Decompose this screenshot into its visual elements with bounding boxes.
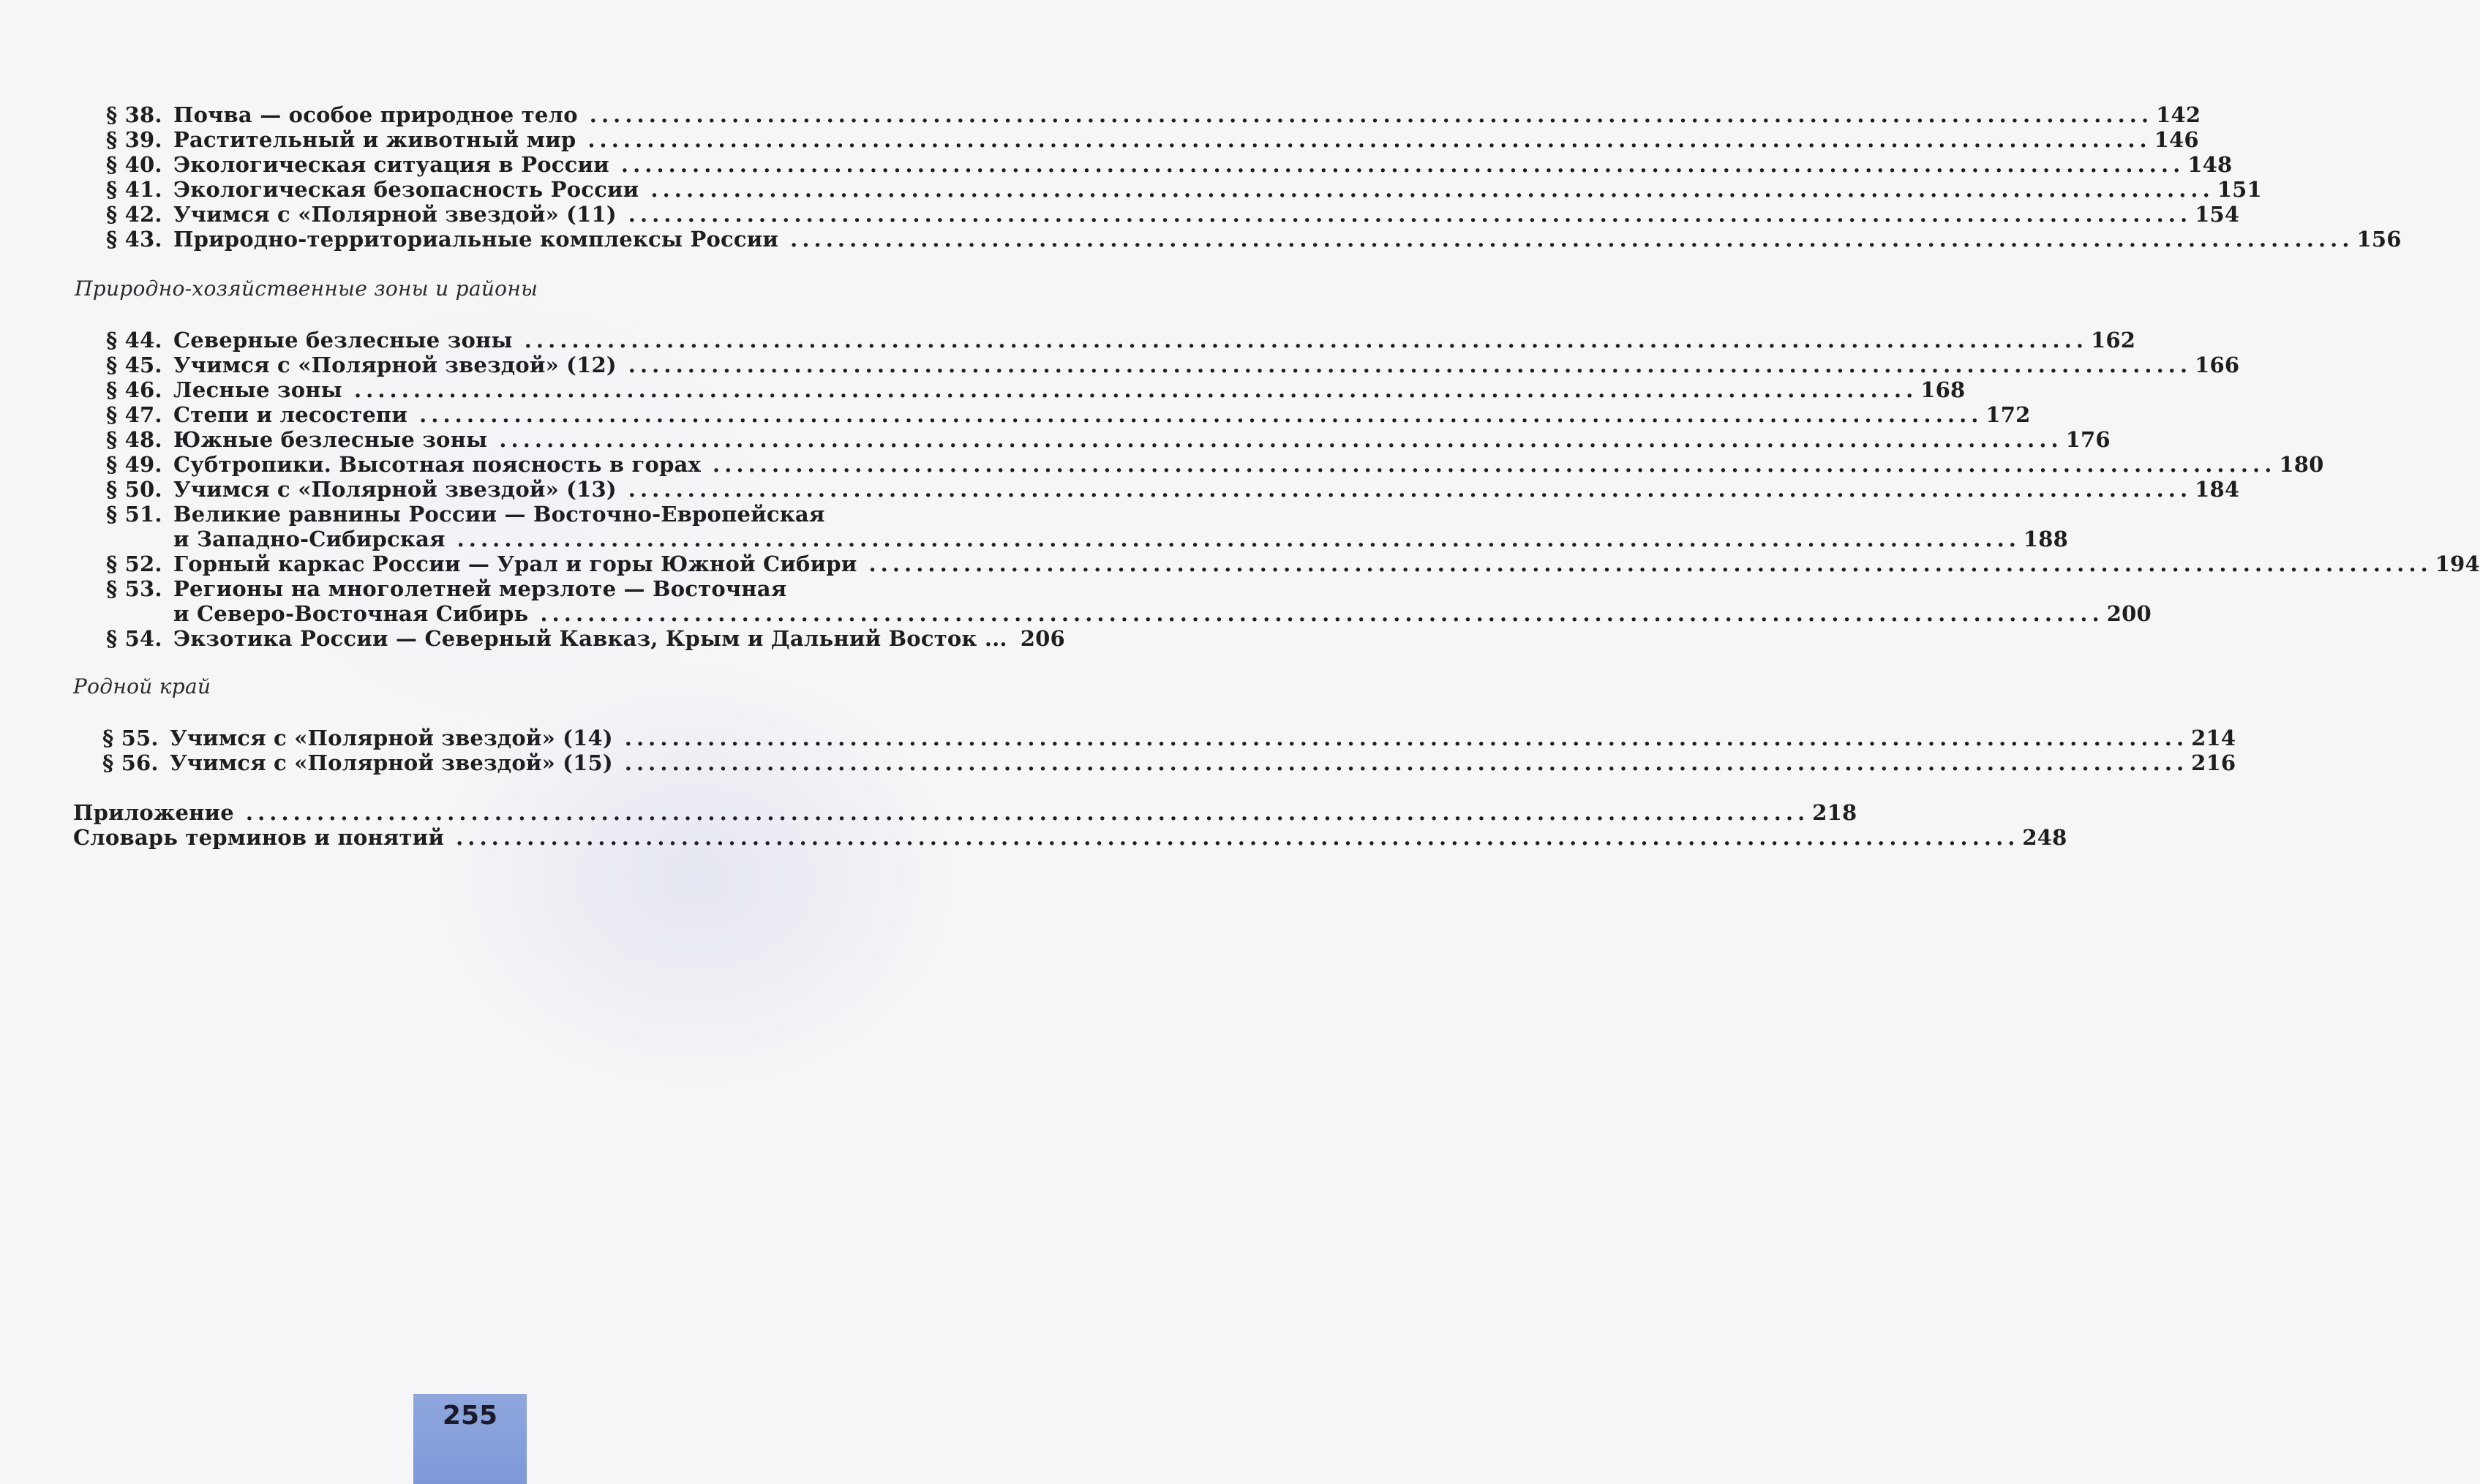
toc-entry-49[interactable] [106, 452, 2324, 477]
dot-leader [628, 202, 2186, 227]
toc-entry-39[interactable] [106, 127, 2199, 152]
toc-entry-43[interactable] [106, 227, 2402, 252]
page-ref: 194 [2435, 551, 2480, 576]
dot-leader [540, 601, 2097, 626]
dot-leader [587, 127, 2145, 152]
section-number: § 41. [106, 177, 162, 202]
section-title: Учимся с «Полярной звездой» (12) [173, 353, 617, 377]
toc-entry-46[interactable] [106, 377, 1966, 402]
page-ref: 162 [2091, 328, 2136, 353]
dot-leader [590, 102, 2147, 127]
toc-entry-51[interactable] [106, 502, 2069, 551]
section-title: Почва — особое природное тело [173, 102, 578, 127]
section-title: Экзотика России — Северный Кавказ, Крым и Дальний Восток ... [173, 626, 1007, 651]
toc-entry-41[interactable] [106, 177, 2262, 202]
section-title: Учимся с «Полярной звездой» (15) [170, 750, 613, 775]
section-title: Учимся с «Полярной звездой» (11) [173, 202, 617, 227]
section-number: § 43. [106, 227, 162, 252]
toc-entry-44[interactable] [106, 328, 2136, 353]
page-ref: 214 [2191, 726, 2236, 750]
page-ref: 168 [1920, 377, 1966, 402]
dot-leader [790, 227, 2348, 252]
page-ref: 151 [2217, 177, 2262, 202]
section-title: Северные безлесные зоны [173, 328, 513, 353]
section-number: § 49. [106, 452, 162, 477]
page-ref: 184 [2195, 477, 2240, 502]
section-title: Растительный и животный мир [173, 127, 576, 152]
dot-leader [354, 377, 1912, 402]
section-title-line1: Регионы на многолетней мерзлоте — Восточная [173, 576, 787, 601]
section-title: Лесные зоны [173, 377, 342, 402]
section-number: § 54. [106, 626, 162, 651]
dot-leader [868, 551, 2426, 576]
page-ref: 188 [2023, 527, 2069, 551]
section-number: § 38. [106, 102, 162, 127]
section-title: Горный каркас России — Урал и горы Южной Сибири [173, 551, 857, 576]
dot-leader [499, 427, 2056, 452]
page-ref: 218 [1812, 800, 1857, 825]
section-number: § 42. [106, 202, 162, 227]
section-number: § 48. [106, 427, 162, 452]
page-ref: 248 [2022, 825, 2067, 850]
toc-entry-54[interactable] [106, 626, 1065, 651]
section-number: § 39. [106, 127, 162, 152]
section-heading-zones: Природно-хозяйственные зоны и районы [75, 276, 538, 301]
section-title: Южные безлесные зоны [173, 427, 488, 452]
section-title: Природно-территориальные комплексы России [173, 227, 779, 252]
toc-entry-appendix[interactable] [73, 800, 1857, 825]
page-ref: 146 [2154, 127, 2199, 152]
page-ref: 200 [2106, 601, 2152, 626]
section-title-line2: и Западно-Сибирская [173, 527, 446, 551]
dot-leader [246, 800, 1803, 825]
glossary-title: Словарь терминов и понятий [73, 825, 445, 850]
toc-entry-56[interactable] [102, 750, 2236, 775]
section-number: § 45. [106, 353, 162, 377]
dot-leader [456, 825, 2013, 850]
section-title: Субтропики. Высотная поясность в горах [173, 452, 701, 477]
dot-leader [457, 527, 2015, 551]
dot-leader [625, 726, 2182, 750]
page-ref: 142 [2156, 102, 2201, 127]
page-ref: 180 [2279, 452, 2324, 477]
toc-entry-47[interactable] [106, 402, 2031, 427]
page-ref: 206 [1020, 626, 1065, 651]
section-number: § 47. [106, 402, 162, 427]
section-number: § 51. [106, 502, 162, 527]
dot-leader [625, 750, 2182, 775]
section-number: § 40. [106, 152, 162, 177]
section-title: Степи и лесостепи [173, 402, 408, 427]
toc-entry-52[interactable] [106, 551, 2480, 576]
toc-entry-45[interactable] [106, 353, 2240, 377]
section-title: Экологическая безопасность России [173, 177, 639, 202]
page-number: 255 [442, 1401, 498, 1431]
page-ref: 166 [2195, 353, 2240, 377]
toc-entry-38[interactable] [106, 102, 2201, 127]
section-number: § 52. [106, 551, 162, 576]
toc-entry-40[interactable] [106, 152, 2233, 177]
dot-leader [713, 452, 2270, 477]
page-ref: 172 [1985, 402, 2031, 427]
toc-entry-50[interactable] [106, 477, 2240, 502]
toc-entry-glossary[interactable] [73, 825, 2067, 850]
dot-leader [628, 477, 2186, 502]
page-ref: 154 [2195, 202, 2240, 227]
section-number: § 44. [106, 328, 162, 353]
section-number: § 55. [102, 726, 159, 750]
toc-entry-55[interactable] [102, 726, 2236, 750]
dot-leader [628, 353, 2186, 377]
appendix-title: Приложение [73, 800, 234, 825]
section-number: § 53. [106, 576, 162, 601]
page-ref: 156 [2356, 227, 2402, 252]
dot-leader [621, 152, 2179, 177]
page-ref: 176 [2065, 427, 2111, 452]
section-heading-native-land: Родной край [73, 674, 211, 698]
section-number: § 56. [102, 750, 159, 775]
page-ref: 216 [2191, 750, 2236, 775]
page-ref: 148 [2187, 152, 2233, 177]
toc-entry-53[interactable] [106, 576, 2152, 626]
section-number: § 50. [106, 477, 162, 502]
toc-entry-42[interactable] [106, 202, 2240, 227]
section-title-line2: и Северо-Восточная Сибирь [173, 601, 529, 626]
section-title-line1: Великие равнины России — Восточно-Европейская [173, 502, 825, 527]
dot-leader [525, 328, 2082, 353]
section-title: Учимся с «Полярной звездой» (13) [173, 477, 617, 502]
dot-leader [650, 177, 2208, 202]
dot-leader [419, 402, 1977, 427]
toc-entry-48[interactable] [106, 427, 2111, 452]
section-title: Экологическая ситуация в России [173, 152, 609, 177]
section-title: Учимся с «Полярной звездой» (14) [170, 726, 613, 750]
section-number: § 46. [106, 377, 162, 402]
